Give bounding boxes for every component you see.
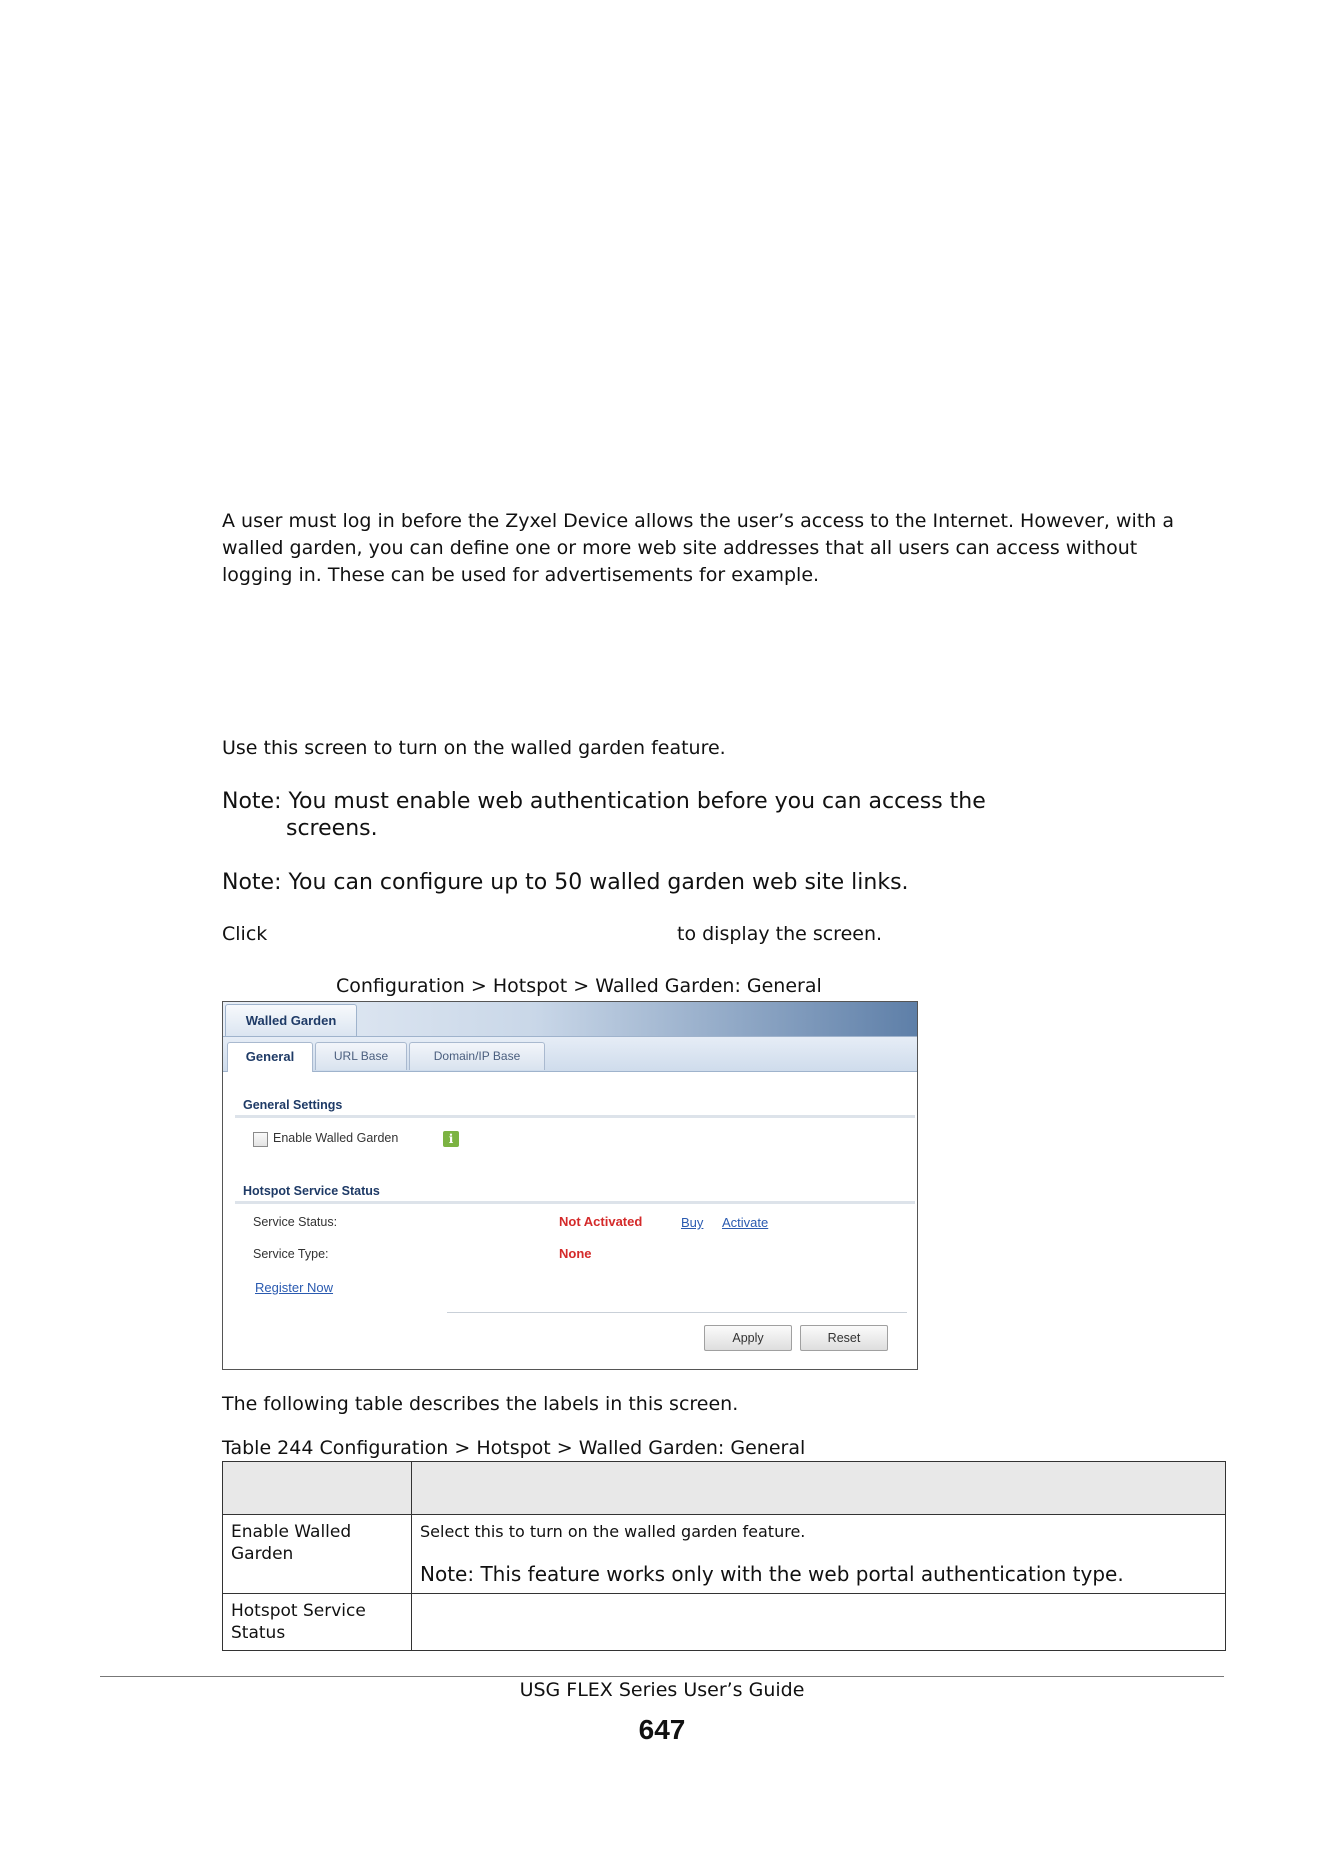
service-type-label: Service Type: [253,1247,329,1261]
activate-link[interactable]: Activate [722,1215,769,1230]
register-now-link[interactable]: Register Now [255,1280,334,1295]
subtab-bar [223,1036,917,1072]
row-label-line: Garden [231,1544,294,1564]
intro-line-1: A user must log in before the Zyxel Device allows the user’s access to the Internet. However, with a [222,510,1174,532]
page-number: 647 [638,1714,686,1745]
row-label-line: Status [231,1623,286,1643]
enable-walled-garden-checkbox[interactable] [253,1132,268,1147]
table-cell-label [223,1515,412,1594]
table-cell-label [223,1594,412,1651]
row-label-line: Enable Walled [231,1522,352,1542]
apply-button[interactable]: Apply [704,1325,792,1351]
table-caption: Table 244 Configuration > Hotspot > Walled Garden: General [222,1437,806,1459]
table-header-row [223,1462,1226,1515]
reset-button[interactable]: Reset [800,1325,888,1351]
use-screen-text: Use this screen to turn on the walled garden feature. [222,737,726,759]
tab-walled-garden[interactable]: Walled Garden [225,1004,357,1036]
click-rest: to display the screen. [677,923,883,945]
table-header-cell [223,1462,412,1515]
note-link-limit: Note: You can configure up to 50 walled garden web site links. [222,870,909,895]
info-icon[interactable]: i [443,1131,459,1147]
description-table [222,1461,1226,1651]
section-divider [235,1115,915,1118]
table-row [223,1594,1226,1651]
section-divider [235,1201,915,1204]
note-web-auth-line-1: Note: You must enable web authentication before you can access the [222,789,986,814]
general-settings-heading: General Settings [243,1098,343,1112]
footer-title: USG FLEX Series User’s Guide [519,1679,805,1701]
table-row [223,1515,1226,1594]
tab-url-base[interactable]: URL Base [315,1042,407,1070]
tab-domain-ip-base[interactable]: Domain/IP Base [409,1042,545,1070]
row-label-line: Hotspot Service [231,1601,366,1621]
button-divider [447,1312,907,1313]
table-header-cell [412,1462,1226,1515]
buy-link[interactable]: Buy [681,1215,704,1230]
row-note: Note: This feature works only with the web portal authentication type. [420,1562,1124,1586]
service-status-value: Not Activated [559,1214,643,1229]
table-cell-description [412,1515,1226,1594]
walled-garden-screenshot [222,1001,918,1370]
table-cell-description [412,1594,1226,1651]
service-status-label: Service Status: [253,1215,338,1229]
table-intro: The following table describes the labels in this screen. [222,1393,739,1415]
note-web-auth-line-2: screens. [286,816,378,841]
service-type-value: None [559,1246,592,1261]
tab-general[interactable]: General [227,1042,313,1072]
hotspot-service-status-heading: Hotspot Service Status [243,1184,380,1198]
enable-walled-garden-label: Enable Walled Garden [273,1131,399,1145]
intro-line-2: walled garden, you can define one or more web site addresses that all users can access without [222,537,1138,559]
intro-line-3: logging in. These can be used for advertisements for example. [222,564,820,586]
click-word: Click [222,923,268,945]
row-description: Select this to turn on the walled garden feature. [420,1522,806,1541]
figure-caption: Configuration > Hotspot > Walled Garden: General [336,975,822,997]
